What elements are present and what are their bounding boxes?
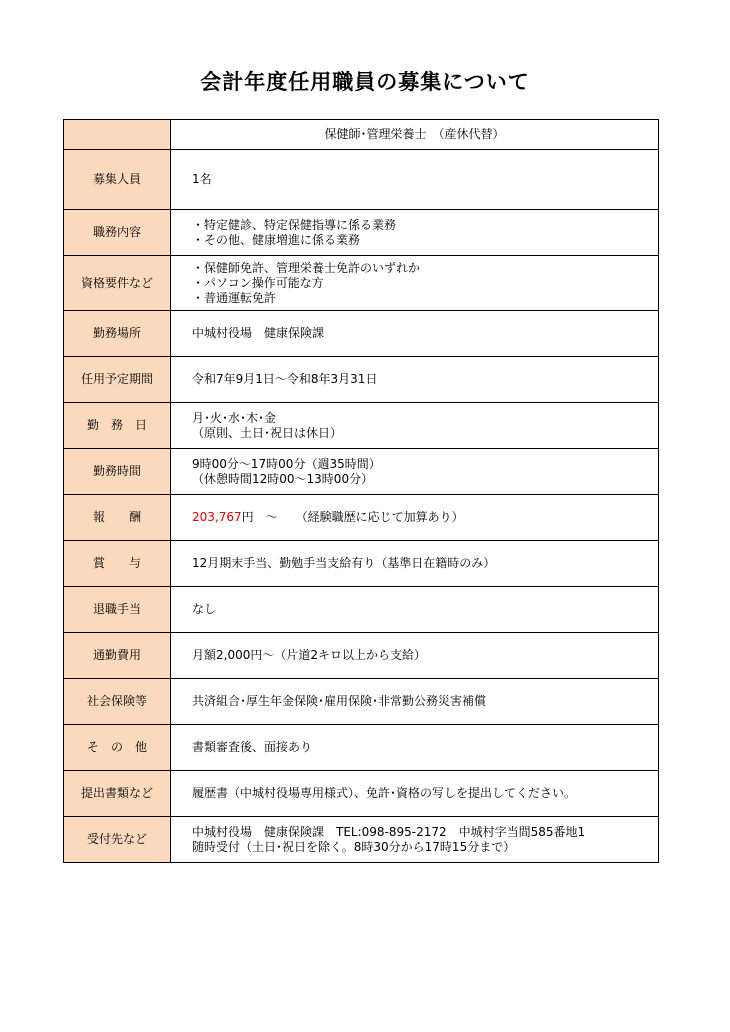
row-value bbox=[171, 403, 659, 449]
table-row bbox=[64, 679, 659, 725]
position-title: 保健師･管理栄養士 （産休代替） bbox=[171, 120, 659, 150]
row-label: 職務内容 bbox=[64, 210, 171, 256]
table-row bbox=[64, 357, 659, 403]
table-row bbox=[64, 256, 659, 311]
value-line: なし bbox=[192, 602, 217, 616]
table-row bbox=[64, 449, 659, 495]
value-line: ・パソコン操作可能な方 bbox=[192, 275, 324, 290]
table-row bbox=[64, 150, 659, 210]
value-line: 書類審査後、面接あり bbox=[192, 740, 313, 754]
row-value bbox=[171, 679, 659, 725]
row-label: 任用予定期間 bbox=[64, 357, 171, 403]
table-row bbox=[64, 495, 659, 541]
row-label: そ の 他 bbox=[64, 725, 171, 771]
table-row bbox=[64, 403, 659, 449]
value-line: ・その他、健康増進に係る業務 bbox=[192, 232, 361, 247]
table-row bbox=[64, 771, 659, 817]
table-row bbox=[64, 541, 659, 587]
row-label: 受付先など bbox=[64, 817, 171, 863]
table-row bbox=[64, 587, 659, 633]
row-label: 賞 与 bbox=[64, 541, 171, 587]
row-value bbox=[171, 449, 659, 495]
row-value bbox=[171, 311, 659, 357]
value-line: 共済組合･厚生年金保険･雇用保険･非常勤公務災害補償 bbox=[192, 694, 487, 708]
row-value bbox=[171, 150, 659, 210]
row-label: 勤務場所 bbox=[64, 311, 171, 357]
value-line: （原則、土日･祝日は休日） bbox=[192, 425, 343, 440]
salary-line bbox=[192, 510, 658, 525]
value-line: ・保健師免許、管理栄養士免許のいずれか bbox=[192, 260, 421, 275]
row-value bbox=[171, 357, 659, 403]
row-value bbox=[171, 633, 659, 679]
value-line: 月額2,000円～（片道2キロ以上から支給） bbox=[192, 648, 426, 662]
value-line: 随時受付（土日･祝日を除く。8時30分から17時15分まで） bbox=[192, 839, 516, 854]
row-label: 社会保険等 bbox=[64, 679, 171, 725]
salary-note: 円 ～ （経験職歴に応じて加算あり） bbox=[241, 510, 464, 524]
row-value bbox=[171, 587, 659, 633]
row-label: 勤務時間 bbox=[64, 449, 171, 495]
row-label: 資格要件など bbox=[64, 256, 171, 311]
table-row bbox=[64, 210, 659, 256]
value-line: 月･火･水･木･金 bbox=[192, 410, 277, 425]
value-line: （休憩時間12時00～13時00分） bbox=[192, 471, 374, 486]
row-value bbox=[171, 817, 659, 863]
row-value bbox=[171, 725, 659, 771]
page-title: 会計年度任用職員の募集について bbox=[200, 70, 530, 94]
row-label: 提出書類など bbox=[64, 771, 171, 817]
row-value bbox=[171, 771, 659, 817]
row-value bbox=[171, 541, 659, 587]
row-label: 勤 務 日 bbox=[64, 403, 171, 449]
value-line: 令和7年9月1日～令和8年3月31日 bbox=[192, 372, 378, 386]
recruitment-table bbox=[63, 119, 659, 863]
row-label: 退職手当 bbox=[64, 587, 171, 633]
value-line: 中城村役場 健康保険課 TEL:098-895-2172 中城村字当間585番地1 bbox=[192, 824, 586, 839]
value-line: ・特定健診、特定保健指導に係る業務 bbox=[192, 217, 397, 232]
value-line: ・普通運転免許 bbox=[192, 290, 277, 305]
table-header-row bbox=[64, 120, 659, 150]
value-line: 12月期末手当、勤勉手当支給有り（基準日在籍時のみ） bbox=[192, 556, 496, 570]
table-row bbox=[64, 817, 659, 863]
row-value bbox=[171, 210, 659, 256]
value-line: 1名 bbox=[192, 172, 212, 186]
row-label: 報 酬 bbox=[64, 495, 171, 541]
salary-amount: 203,767 bbox=[192, 510, 242, 524]
row-value bbox=[171, 256, 659, 311]
table-row bbox=[64, 725, 659, 771]
value-line: 履歴書（中城村役場専用様式）、免許･資格の写しを提出してください。 bbox=[192, 786, 577, 800]
row-value bbox=[171, 495, 659, 541]
value-line: 中城村役場 健康保険課 bbox=[192, 326, 325, 340]
table-row bbox=[64, 311, 659, 357]
row-label: 通勤費用 bbox=[64, 633, 171, 679]
header-blank-cell bbox=[64, 120, 171, 150]
value-line: 9時00分～17時00分（週35時間） bbox=[192, 456, 381, 471]
table-row bbox=[64, 633, 659, 679]
row-label: 募集人員 bbox=[64, 150, 171, 210]
